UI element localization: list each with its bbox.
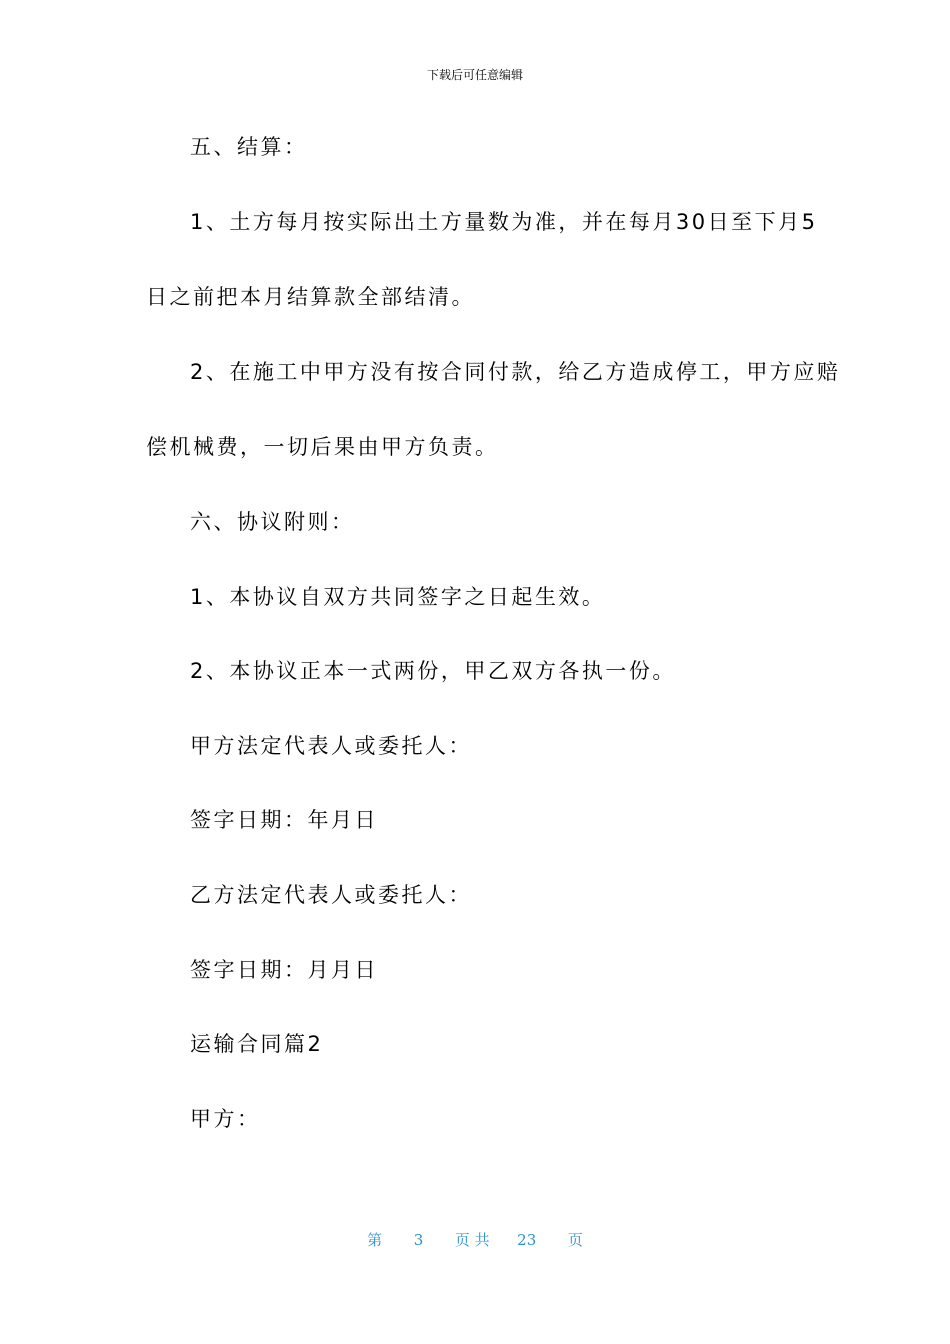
footer-suffix: 页 [567,1231,583,1249]
signature-party-b: 乙方法定代表人或委托人： [190,883,472,907]
total-pages-number: 23 [517,1231,537,1249]
contract-title: 运输合同篇2 [190,1032,324,1056]
footer-prefix: 第 [367,1231,383,1249]
paragraph-line: 偿机械费，一切后果由甲方负责。 [146,435,499,459]
section-heading-supplementary: 六、协议附则： [190,510,355,534]
paragraph-line: 日之前把本月结算款全部结清。 [146,285,475,309]
paragraph-line: 1、土方每月按实际出土方量数为准，并在每月30日至下月5 [190,210,818,234]
page-footer [0,1229,950,1250]
signature-date-a: 签字日期：年月日 [190,808,378,832]
header-note: 下载后可任意编辑 [426,68,523,82]
current-page-number: 3 [413,1231,424,1249]
paragraph-line: 2、在施工中甲方没有按合同付款，给乙方造成停工，甲方应赔 [190,360,841,384]
footer-middle: 页 共 [454,1231,490,1249]
signature-date-b: 签字日期：月月日 [190,958,378,982]
signature-party-a: 甲方法定代表人或委托人： [190,734,472,758]
party-a-label: 甲方： [190,1107,261,1131]
paragraph-line: 1、本协议自双方共同签字之日起生效。 [190,585,606,609]
section-heading-settlement: 五、结算： [190,135,308,159]
paragraph-line: 2、本协议正本一式两份，甲乙双方各执一份。 [190,659,676,683]
